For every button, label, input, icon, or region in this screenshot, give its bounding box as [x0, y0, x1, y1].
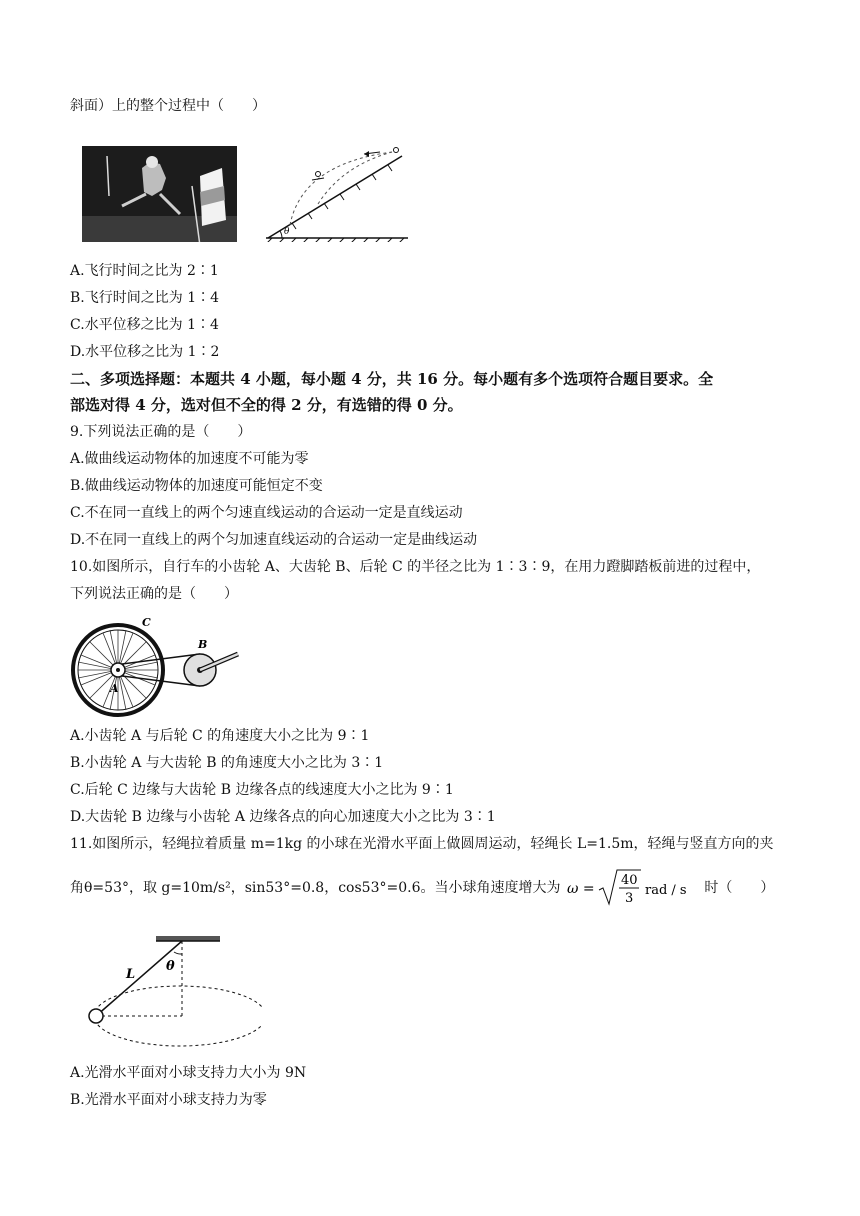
slope-theta-label: θ	[284, 227, 290, 237]
q10-option-c: C.后轮 C 边缘与大齿轮 B 边缘各点的线速度大小之比为 9∶1	[70, 782, 454, 798]
wheel-c-label: C	[142, 616, 151, 629]
q10-stem-cont: 下列说法正确的是（ ）	[70, 586, 238, 602]
q8-option-a: A.飞行时间之比为 2∶1	[70, 263, 219, 279]
section-2-heading: 二、多项选择题：本题共 4 小题，每小题 4 分，共 16 分。每小题有多个选项符合题目要求。全	[70, 370, 714, 388]
slope-diagram	[262, 146, 412, 242]
wheel-b-label: B	[198, 638, 208, 651]
q11-stem-text: 角θ=53°，取 g=10m/s²，sin53°=0.8，cos53°=0.6。当小球角速度增大为	[70, 880, 561, 896]
q11-option-a: A.光滑水平面对小球支持力大小为 9N	[70, 1065, 307, 1081]
q8-option-c: C.水平位移之比为 1∶4	[70, 317, 219, 333]
formula-unit: rad / s	[644, 883, 687, 898]
q11-option-b: B.光滑水平面对小球支持力为零	[70, 1092, 267, 1108]
q11-stem: 11.如图所示，轻绳拉着质量 m=1kg 的小球在光滑水平面上做圆周运动，轻绳长 L=1.5m，轻绳与竖直方向的夹	[70, 836, 774, 852]
q8-option-b: B.飞行时间之比为 1∶4	[70, 290, 220, 306]
pendulum-theta-label: θ	[166, 959, 175, 974]
skier-photo	[82, 146, 237, 242]
q11-stem-end: 时（ ）	[704, 880, 775, 896]
conical-pendulum-diagram	[82, 930, 262, 1050]
q10-option-b: B.小齿轮 A 与大齿轮 B 的角速度大小之比为 3∶1	[70, 755, 384, 771]
q9-option-d: D.不在同一直线上的两个匀加速直线运动的合运动一定是曲线运动	[70, 532, 478, 548]
q10-option-d: D.大齿轮 B 边缘与小齿轮 A 边缘各点的向心加速度大小之比为 3∶1	[70, 809, 496, 825]
q9-option-c: C.不在同一直线上的两个匀速直线运动的合运动一定是直线运动	[70, 505, 463, 521]
q10-stem: 10.如图所示，自行车的小齿轮 A、大齿轮 B、后轮 C 的半径之比为 1∶3∶9，在用力蹬脚踏板前进的过程中，	[70, 559, 761, 575]
omega-symbol: ω =	[566, 881, 595, 897]
pendulum-l-label: L	[126, 967, 136, 982]
section-2-heading-cont: 部选对得 4 分，选对但不全的得 2 分，有选错的得 0 分。	[70, 396, 463, 414]
q11-stem-cont	[70, 868, 774, 908]
formula-denominator: 3	[624, 891, 634, 906]
q9-stem: 9.下列说法正确的是（ ）	[70, 424, 252, 440]
q8-stem-tail: 斜面）上的整个过程中（ ）	[70, 98, 266, 114]
omega-formula	[565, 868, 700, 908]
q9-option-a: A.做曲线运动物体的加速度不可能为零	[70, 451, 309, 467]
q10-option-a: A.小齿轮 A 与后轮 C 的角速度大小之比为 9∶1	[70, 728, 370, 744]
formula-numerator: 40	[620, 873, 638, 888]
q8-option-d: D.水平位移之比为 1∶2	[70, 344, 220, 360]
q9-option-b: B.做曲线运动物体的加速度可能恒定不变	[70, 478, 323, 494]
bicycle-gear-diagram	[70, 614, 250, 720]
wheel-a-label: A	[110, 682, 119, 695]
